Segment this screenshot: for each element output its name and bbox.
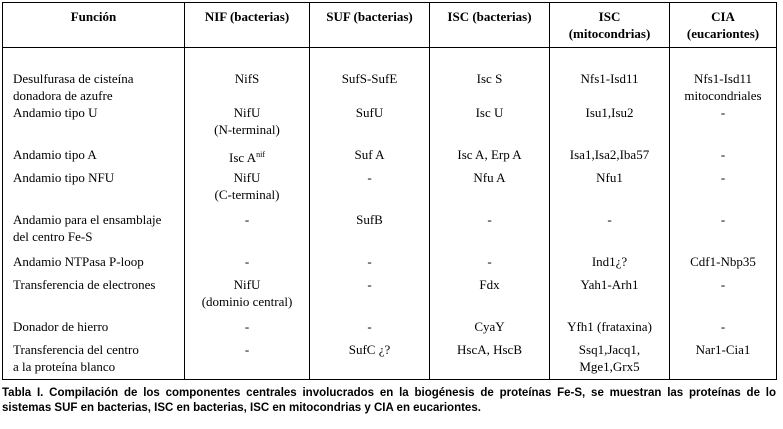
- cell-isc-bacterias: [430, 341, 550, 380]
- header-funcion-text: Función: [70, 9, 117, 24]
- cell-isc-mitocondrias: [550, 48, 670, 105]
- cell-suf: [310, 48, 430, 105]
- cell-text: Andamio tipo NFU: [13, 170, 115, 185]
- cell-isc-bacterias: [430, 169, 550, 211]
- cell-text: SufU: [355, 105, 384, 120]
- cell-isc-mitocondrias: [550, 341, 670, 380]
- cell-cia: [670, 211, 777, 253]
- cell-nif: [185, 104, 310, 146]
- table-caption: Tabla I. Compilación de los componentes centrales involucrados en la biogénesis de proteínas Fe-S, se muestran las proteínas de lo sistemas SUF en bacterias, ISC en bacterias, ISC en mitocondrias y CIA en eucariontes.: [2, 387, 776, 414]
- cell-text: HscA, HscB: [457, 342, 522, 357]
- cell-text: -: [367, 254, 372, 269]
- cell-isc-mitocondrias: [550, 211, 670, 253]
- cell-text: Nfs1-Isd11: [580, 71, 639, 86]
- document-page: [2, 2, 781, 416]
- cell-funcion: [3, 104, 185, 146]
- cell-cia: [670, 318, 777, 341]
- cell-nif: [185, 146, 310, 169]
- cell-text: (C-terminal): [214, 187, 280, 202]
- cell-funcion: [3, 341, 185, 380]
- cell-text: -: [720, 212, 726, 227]
- cell-text: NifU: [233, 277, 261, 292]
- cell-text: CyaY: [474, 319, 505, 334]
- cell-nif: [185, 169, 310, 211]
- cell-text: -: [244, 254, 250, 269]
- cell-text: -: [487, 254, 492, 269]
- cell-text: -: [720, 170, 726, 185]
- cell-text: Cdf1-Nbp35: [690, 254, 756, 269]
- cell-isc-bacterias: [430, 276, 550, 318]
- header-cia: [670, 3, 777, 48]
- cell-text: Donador de hierro: [13, 319, 109, 334]
- cell-text: -: [244, 319, 250, 334]
- cell-funcion: [3, 169, 185, 211]
- cell-isc-bacterias: [430, 48, 550, 105]
- cell-isc-bacterias: [430, 146, 550, 169]
- cell-suf: [310, 169, 430, 211]
- cell-text: NifS: [234, 71, 260, 86]
- cell-text: Fdx: [479, 277, 500, 292]
- cell-text: Nfu A: [473, 170, 506, 185]
- cell-text: -: [244, 212, 250, 227]
- cell-suf: [310, 146, 430, 169]
- cell-text: Isc A: [229, 150, 257, 165]
- header-cia-line1: CIA: [711, 9, 735, 24]
- header-isc-mitocondrias-line2: (mitocondrias): [568, 26, 651, 41]
- cell-text: Transferencia del centro: [13, 342, 139, 357]
- cell-text: Ind1¿?: [591, 254, 628, 269]
- cell-text: a la proteína blanco: [13, 359, 116, 374]
- cell-nif: [185, 318, 310, 341]
- header-funcion: [3, 3, 185, 48]
- header-isc-mitocondrias-line1: ISC: [598, 9, 621, 24]
- cell-text: Suf A: [354, 147, 385, 162]
- table-row: [3, 169, 777, 211]
- cell-cia: [670, 253, 777, 276]
- table-header-row: [3, 3, 777, 48]
- cell-text: Andamio para el ensamblaje: [13, 212, 162, 227]
- cell-cia: [670, 341, 777, 380]
- cell-text: donadora de azufre: [13, 88, 113, 103]
- cell-suf: [310, 253, 430, 276]
- header-suf-text: SUF (bacterias): [326, 9, 413, 24]
- cell-isc-bacterias: [430, 211, 550, 253]
- cell-suf: [310, 211, 430, 253]
- cell-text: Desulfurasa de cisteína: [13, 71, 134, 86]
- cell-cia: [670, 48, 777, 105]
- cell-cia: [670, 104, 777, 146]
- cell-text: mitocondriales: [684, 88, 762, 103]
- cell-text: Isa1,Isa2,Iba57: [569, 147, 650, 162]
- cell-isc-mitocondrias: [550, 169, 670, 211]
- cell-cia: [670, 276, 777, 318]
- cell-text: Andamio tipo U: [13, 105, 98, 120]
- superscript-nif: nif: [256, 150, 265, 159]
- cell-text: -: [367, 277, 372, 292]
- cell-text: -: [367, 319, 372, 334]
- cell-text: -: [367, 170, 372, 185]
- cell-funcion: [3, 276, 185, 318]
- table-row: [3, 48, 777, 105]
- fe-s-components-table: [2, 2, 777, 380]
- cell-isc-bacterias: [430, 253, 550, 276]
- table-row: [3, 146, 777, 169]
- cell-text: Isc U: [475, 105, 504, 120]
- cell-suf: [310, 104, 430, 146]
- cell-text: Isc A, Erp A: [457, 147, 522, 162]
- cell-nif: [185, 211, 310, 253]
- header-isc-bacterias-text: ISC (bacterias): [447, 9, 532, 24]
- table-row: [3, 104, 777, 146]
- cell-funcion: [3, 146, 185, 169]
- header-cia-line2: (eucariontes): [686, 26, 760, 41]
- cell-text: SufB: [356, 212, 383, 227]
- cell-text: Transferencia de electrones: [13, 277, 156, 292]
- cell-text: SufS-SufE: [341, 71, 398, 86]
- cell-nif: [185, 48, 310, 105]
- cell-text: (N-terminal): [214, 122, 280, 137]
- cell-isc-mitocondrias: [550, 276, 670, 318]
- cell-text: Mge1,Grx5: [579, 359, 640, 374]
- cell-suf: [310, 341, 430, 380]
- cell-funcion: [3, 318, 185, 341]
- cell-text: Isu1,Isu2: [585, 105, 634, 120]
- header-nif: [185, 3, 310, 48]
- cell-funcion: [3, 48, 185, 105]
- cell-nif: [185, 276, 310, 318]
- header-isc-mitocondrias: [550, 3, 670, 48]
- cell-text: -: [244, 342, 250, 357]
- cell-text: -: [720, 105, 726, 120]
- header-nif-text: NIF (bacterias): [204, 9, 290, 24]
- cell-isc-mitocondrias: [550, 253, 670, 276]
- table-row: [3, 211, 777, 253]
- cell-text: del centro Fe-S: [13, 229, 93, 244]
- cell-isc-mitocondrias: [550, 104, 670, 146]
- cell-text: Ssq1,Jacq1,: [578, 342, 641, 357]
- table-row: [3, 318, 777, 341]
- cell-text: Nfu1: [596, 170, 623, 185]
- table-row: [3, 341, 777, 380]
- header-suf: [310, 3, 430, 48]
- cell-cia: [670, 146, 777, 169]
- cell-text: Isc S: [476, 71, 503, 86]
- cell-text: NifU: [233, 105, 261, 120]
- cell-text: Andamio NTPasa P-loop: [13, 254, 144, 269]
- cell-text: -: [607, 212, 612, 227]
- cell-isc-bacterias: [430, 318, 550, 341]
- cell-suf: [310, 318, 430, 341]
- header-isc-bacterias: [430, 3, 550, 48]
- cell-text: -: [720, 319, 726, 334]
- table-row: [3, 276, 777, 318]
- cell-text: -: [720, 277, 726, 292]
- cell-text: SufC ¿?: [348, 342, 391, 357]
- cell-nif: [185, 341, 310, 380]
- cell-text: -: [487, 212, 492, 227]
- table-row: [3, 253, 777, 276]
- cell-text: (dominio central): [201, 294, 293, 309]
- cell-funcion: [3, 211, 185, 253]
- cell-isc-mitocondrias: [550, 318, 670, 341]
- cell-text: NifU: [233, 170, 261, 185]
- cell-text: Yfh1 (frataxina): [567, 319, 652, 334]
- cell-nif: [185, 253, 310, 276]
- cell-funcion: [3, 253, 185, 276]
- cell-isc-bacterias: [430, 104, 550, 146]
- cell-text: -: [720, 147, 726, 162]
- cell-suf: [310, 276, 430, 318]
- cell-isc-mitocondrias: [550, 146, 670, 169]
- cell-text: Andamio tipo A: [13, 147, 97, 162]
- cell-text: Nfs1-Isd11: [693, 71, 752, 86]
- cell-text: Yah1-Arh1: [580, 277, 639, 292]
- cell-cia: [670, 169, 777, 211]
- cell-text: Nar1-Cia1: [695, 342, 751, 357]
